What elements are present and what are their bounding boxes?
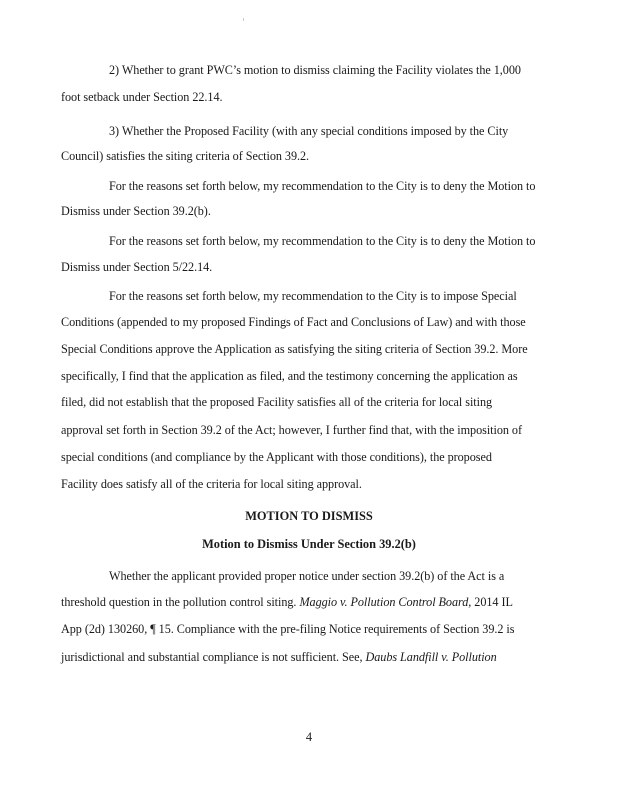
subsection-heading: Motion to Dismiss Under Section 39.2(b) xyxy=(202,537,416,551)
recommendation-3-line-2: Conditions (appended to my proposed Findings of Fact and Conclusions of Law) and with those xyxy=(61,315,526,329)
recommendation-3-line-3: Special Conditions approve the Application as satisfying the siting criteria of Section 39.2. More xyxy=(61,342,528,356)
recommendation-3-line-6: approval set forth in Section 39.2 of the Act; however, I further find that, with the imposition of xyxy=(61,423,522,437)
recommendation-2-line-1: For the reasons set forth below, my recommendation to the City is to deny the Motion to xyxy=(109,234,536,248)
issue-2-line-2: foot setback under Section 22.14. xyxy=(61,90,223,104)
notice-para-line-3: App (2d) 130260, ¶ 15. Compliance with the pre-filing Notice requirements of Section 39.2 is xyxy=(61,622,515,636)
case-citation-daubs: Daubs Landfill v. Pollution xyxy=(365,650,497,664)
case-citation-maggio: Maggio v. Pollution Control Board xyxy=(299,595,469,609)
recommendation-3-line-1: For the reasons set forth below, my recommendation to the City is to impose Special xyxy=(109,289,517,303)
recommendation-3-line-4: specifically, I find that the application as filed, and the testimony concerning the application as xyxy=(61,369,518,383)
issue-3-line-2: Council) satisfies the siting criteria of Section 39.2. xyxy=(61,149,310,163)
recommendation-3-line-8: Facility does satisfy all of the criteria for local siting approval. xyxy=(61,477,362,491)
notice-para-line-2-tail: , 2014 IL xyxy=(468,595,513,609)
recommendation-2-line-2: Dismiss under Section 5/22.14. xyxy=(61,260,213,274)
recommendation-3-line-5: filed, did not establish that the proposed Facility satisfies all of the criteria for local siting xyxy=(61,395,493,409)
recommendation-3-line-7: special conditions (and compliance by the Applicant with those conditions), the proposed xyxy=(61,450,492,464)
recommendation-1-line-2: Dismiss under Section 39.2(b). xyxy=(61,204,211,218)
notice-para-line-2 xyxy=(61,595,513,609)
notice-para-line-4 xyxy=(61,650,497,664)
scan-artifact xyxy=(243,18,244,21)
notice-para-line-4-text: jurisdictional and substantial compliance is not sufficient. See, xyxy=(61,650,366,664)
page-number: 4 xyxy=(305,730,313,744)
recommendation-1-line-1: For the reasons set forth below, my recommendation to the City is to deny the Motion to xyxy=(109,179,536,193)
notice-para-line-1: Whether the applicant provided proper notice under section 39.2(b) of the Act is a xyxy=(109,569,505,583)
notice-para-line-2-text: threshold question in the pollution control siting. xyxy=(61,595,300,609)
issue-2-line-1: 2) Whether to grant PWC’s motion to dismiss claiming the Facility violates the 1,000 xyxy=(109,63,521,77)
issue-3-line-1: 3) Whether the Proposed Facility (with any special conditions imposed by the City xyxy=(109,124,509,138)
section-heading: MOTION TO DISMISS xyxy=(245,509,373,523)
